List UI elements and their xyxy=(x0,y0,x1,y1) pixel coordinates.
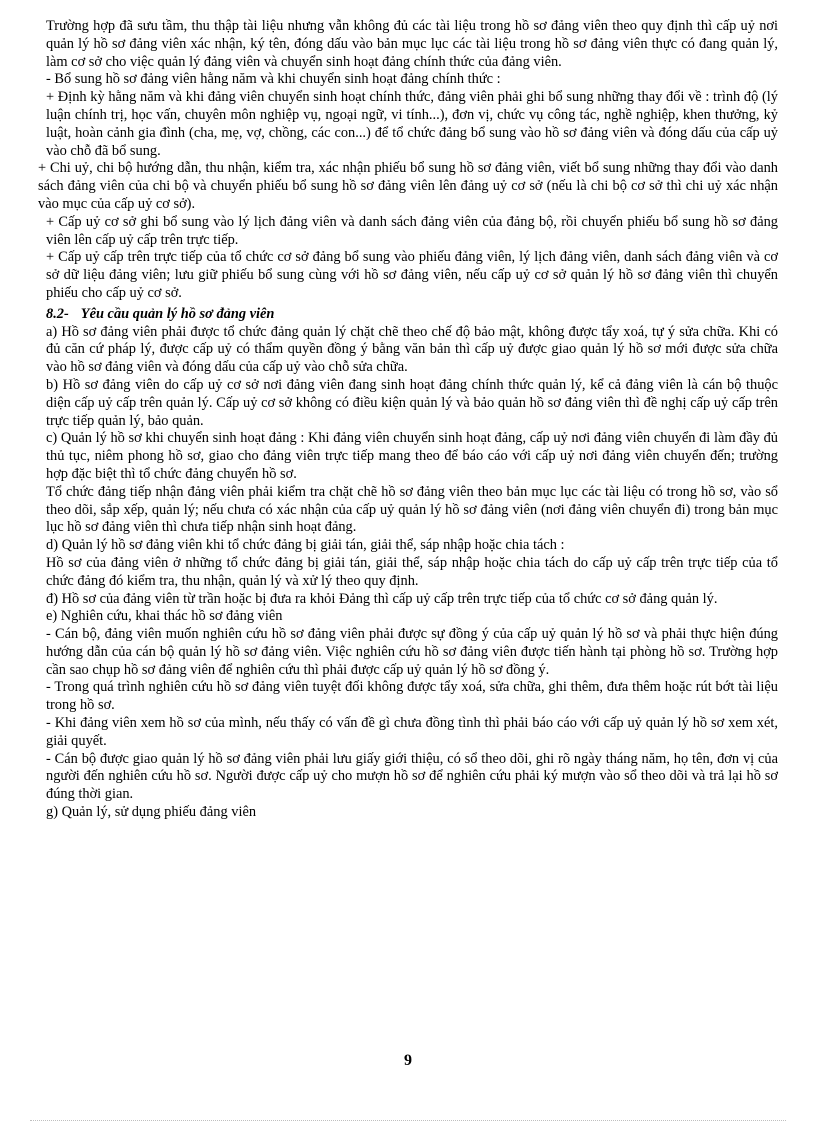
paragraph-plus-grassroots: + Cấp uỷ cơ sở ghi bổ sung vào lý lịch đảng viên và danh sách đảng viên của đảng bộ, rồi chuyển phiếu bổ sung hồ sơ đảng viên lên cấp uỷ cấp trên trực tiếp. xyxy=(46,213,778,248)
paragraph-plus-branch: + Chi uỷ, chi bộ hướng dẫn, thu nhận, kiểm tra, xác nhận phiếu bổ sung hồ sơ đảng viên, viết bổ sung những thay đổi vào danh sách đảng viên của chi bộ và chuyển phiếu bổ sung hồ sơ đảng viên lên đảng uỷ cơ sở (nếu là chi bộ cơ sở thì chi uỷ xác nhận vào mục của cấp uỷ cơ sở). xyxy=(38,160,778,212)
paragraph-receiving-org: Tổ chức đảng tiếp nhận đảng viên phải kiểm tra chặt chẽ hồ sơ đảng viên theo bản mục lục các tài liệu có trong hồ sơ, vào sổ theo dõi, sắp xếp, quản lý; nếu chưa có xác nhận của cấp uỷ quản lý hồ sơ đảng viên (nơi đảng viên chuyển đi) trong bản mục lục hồ sơ đảng viên thì chưa tiếp nhận sinh hoạt đảng. xyxy=(46,483,778,536)
paragraph-item-dd: đ) Hồ sơ của đảng viên từ trần hoặc bị đưa ra khỏi Đảng thì cấp uỷ cấp trên trực tiếp của tổ chức cơ sở đảng quản lý. xyxy=(46,590,718,607)
paragraph-dissolved-org: Hồ sơ của đảng viên ở những tổ chức đảng bị giải tán, giải thể, sáp nhập hoặc chia tách do cấp uỷ cấp trên trực tiếp của tổ chức đảng đó kiểm tra, thu nhận, quản lý và xử lý theo quy định. xyxy=(46,554,778,589)
section-heading xyxy=(46,306,778,324)
paragraph-research-no-edit: - Trong quá trình nghiên cứu hồ sơ đảng viên tuyệt đối không được tẩy xoá, sửa chữa, ghi thêm, đưa thêm hoặc rút bớt tài liệu trong hồ sơ. xyxy=(46,679,778,714)
bottom-divider xyxy=(30,1120,786,1121)
paragraph-intro: Trường hợp đã sưu tầm, thu thập tài liệu nhưng vẫn không đủ các tài liệu trong hồ sơ đảng viên theo quy định thì cấp uỷ nơi quản lý hồ sơ đảng viên xác nhận, ký tên, đóng dấu vào bản mục lục các tài liệu trong hồ sơ đảng viên thực có đang quản lý, làm cơ sở cho việc quản lý đảng viên và chuyển sinh hoạt đảng chính thức của đảng viên. xyxy=(46,18,778,70)
paragraph-custodian-log: - Cán bộ được giao quản lý hồ sơ đảng viên phải lưu giấy giới thiệu, có sổ theo dõi, ghi rõ ngày tháng năm, họ tên, đơn vị của người đến nghiên cứu hồ sơ. Người được cấp uỷ cho mượn hồ sơ để nghiên cứu phải ký mượn vào sổ theo dõi và trả lại hồ sơ đúng thời gian. xyxy=(46,750,778,803)
page-number: 9 xyxy=(404,1052,412,1069)
section-number: 8.2- xyxy=(46,305,69,322)
paragraph-item-a: a) Hồ sơ đảng viên phải được tổ chức đảng quản lý chặt chẽ theo chế độ bảo mật, không được tẩy xoá, tự ý sửa chữa. Khi có đủ căn cứ pháp lý, được cấp uỷ có thẩm quyền đồng ý bằng văn bản thì cấp uỷ được giao quản lý hồ sơ mới được sửa chữa vào hồ sơ đảng viên và đóng dấu của cấp uỷ vào chỗ sửa chữa. xyxy=(46,323,778,376)
paragraph-item-e: e) Nghiên cứu, khai thác hồ sơ đảng viên xyxy=(46,608,283,625)
paragraph-plus-annual: + Định kỳ hằng năm và khi đảng viên chuyển sinh hoạt chính thức, đảng viên phải ghi bổ sung những thay đổi về : trình độ (lý luận chính trị, học vấn, chuyên môn nghiệp vụ, ngoại ngữ, vi tính...), đơn vị, chức vụ công tác, nghề nghiệp, khen thưởng, kỷ luật, hoàn cảnh gia đình (cha, mẹ, vợ, chồng, các con...) để tổ chức đảng bổ sung vào hồ sơ đảng viên và đóng dấu của cấp uỷ vào chỗ đã bổ sung. xyxy=(46,89,778,159)
paragraph-research-consent: - Cán bộ, đảng viên muốn nghiên cứu hồ sơ đảng viên phải được sự đồng ý của cấp uỷ quản lý hồ sơ và phải thực hiện đúng hướng dẫn của cán bộ quản lý hồ sơ đảng viên. Việc nghiên cứu hồ sơ đảng viên được tiến hành tại phòng hồ sơ. Trường hợp cần sao chụp hồ sơ đảng viên để nghiên cứu thì phải được cấp uỷ quản lý hồ sơ đồng ý. xyxy=(46,626,778,678)
paragraph-self-review: - Khi đảng viên xem hồ sơ của mình, nếu thấy có vấn đề gì chưa đồng tình thì phải báo cáo với cấp uỷ quản lý hồ sơ xem xét, giải quyết. xyxy=(46,715,778,749)
paragraph-item-g: g) Quản lý, sử dụng phiếu đảng viên xyxy=(46,804,257,821)
paragraph-plus-upper-level: + Cấp uỷ cấp trên trực tiếp của tổ chức cơ sở đảng bổ sung vào phiếu đảng viên, lý lịch đảng viên, danh sách đảng viên và cơ sở dữ liệu đảng viên; lưu giữ phiếu bổ sung cùng với hồ sơ đảng viên, nếu cấp uỷ cơ sở quản lý hồ sơ đảng viên thì chuyển phiếu cho cấp uỷ cơ sở. xyxy=(46,249,778,301)
paragraph-item-b: b) Hồ sơ đảng viên do cấp uỷ cơ sở nơi đảng viên đang sinh hoạt đảng chính thức quản lý, kể cả đảng viên là cán bộ thuộc diện cấp uỷ cấp trên quản lý. Cấp uỷ cơ sở không có điều kiện quản lý và bảo quản hồ sơ đảng viên thì đề nghị cấp uỷ cấp trên trực tiếp quản lý, bảo quản. xyxy=(46,376,778,429)
section-title: Yêu cầu quản lý hồ sơ đảng viên xyxy=(80,305,275,322)
paragraph-bullet-supplement: - Bổ sung hồ sơ đảng viên hằng năm và khi chuyển sinh hoạt đảng chính thức : xyxy=(46,71,501,88)
body-text xyxy=(38,18,778,822)
paragraph-item-c: c) Quản lý hồ sơ khi chuyển sinh hoạt đảng : Khi đảng viên chuyển sinh hoạt đảng, cấp uỷ nơi đảng viên chuyển đi làm đầy đủ thủ tục, niêm phong hồ sơ, giao cho đảng viên trực tiếp mang theo để báo cáo với cấp uỷ nơi đảng viên chuyển đến; trường hợp đặc biệt thì tổ chức đảng chuyển hồ sơ. xyxy=(46,430,778,482)
paragraph-item-d: d) Quản lý hồ sơ đảng viên khi tổ chức đảng bị giải tán, giải thể, sáp nhập hoặc chia tách : xyxy=(46,537,565,554)
